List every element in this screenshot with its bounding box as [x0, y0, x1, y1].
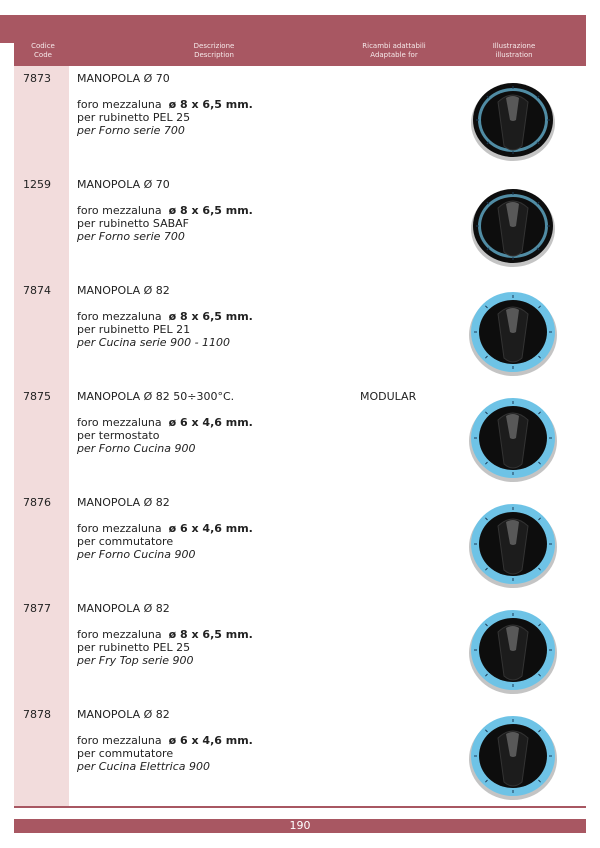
header-adaptable-it: Ricambi adattabili [362, 42, 426, 50]
product-code: 7876 [23, 496, 51, 509]
series-text: per Cucina serie 900 - 1100 [77, 336, 231, 349]
series-text: per Forno Cucina 900 [77, 442, 196, 455]
header-code-it: Codice [31, 42, 55, 50]
hole-size: ø 8 x 6,5 mm. [168, 310, 253, 323]
knob-image [464, 710, 562, 802]
product-description [77, 602, 377, 667]
hole-size: ø 8 x 6,5 mm. [168, 204, 253, 217]
product-description [77, 496, 377, 561]
hole-size: ø 8 x 6,5 mm. [168, 628, 253, 641]
top-banner [0, 15, 586, 43]
product-title: MANOPOLA Ø 82 [77, 602, 170, 615]
part-text: per rubinetto PEL 25 [77, 641, 191, 654]
hole-line [77, 522, 377, 535]
hole-label: foro mezzaluna [77, 204, 162, 217]
product-row [14, 490, 586, 595]
hole-line [77, 734, 377, 747]
knob-image [464, 286, 562, 378]
hole-line [77, 204, 377, 217]
hole-label: foro mezzaluna [77, 734, 162, 747]
hole-label: foro mezzaluna [77, 416, 162, 429]
product-title: MANOPOLA Ø 82 [77, 496, 170, 509]
product-title: MANOPOLA Ø 82 50÷300°C. [77, 390, 235, 403]
product-title: MANOPOLA Ø 82 [77, 284, 170, 297]
hole-line [77, 310, 377, 323]
part-text: per rubinetto PEL 25 [77, 111, 191, 124]
product-row [14, 384, 586, 489]
product-code: 7873 [23, 72, 51, 85]
page-number: 190 [289, 819, 311, 832]
hole-size: ø 6 x 4,6 mm. [168, 416, 253, 429]
product-title: MANOPOLA Ø 70 [77, 72, 170, 85]
part-text: per termostato [77, 429, 160, 442]
product-row [14, 702, 586, 807]
table-header [14, 40, 586, 66]
product-row [14, 596, 586, 701]
part-text: per rubinetto SABAF [77, 217, 190, 230]
series-text: per Fry Top serie 900 [77, 654, 194, 667]
header-adaptable [344, 42, 444, 60]
product-description [77, 72, 377, 137]
hole-line [77, 628, 377, 641]
hole-label: foro mezzaluna [77, 628, 162, 641]
hole-line [77, 416, 377, 429]
product-description [77, 178, 377, 243]
product-description [77, 390, 377, 455]
hole-label: foro mezzaluna [77, 310, 162, 323]
product-row [14, 172, 586, 277]
hole-line [77, 98, 377, 111]
header-description-it: Descrizione [193, 42, 235, 50]
product-description [77, 708, 377, 773]
product-code: 7878 [23, 708, 51, 721]
product-code: 7877 [23, 602, 51, 615]
bottom-divider [14, 806, 586, 808]
header-description [164, 42, 264, 60]
part-text: per commutatore [77, 747, 174, 760]
product-title: MANOPOLA Ø 70 [77, 178, 170, 191]
series-text: per Forno serie 700 [77, 124, 185, 137]
header-illustration-en: illustration [495, 51, 533, 59]
series-text: per Forno serie 700 [77, 230, 185, 243]
hole-label: foro mezzaluna [77, 98, 162, 111]
knob-image [464, 180, 562, 272]
knob-image [464, 604, 562, 696]
product-code: 7875 [23, 390, 51, 403]
hole-label: foro mezzaluna [77, 522, 162, 535]
header-code-en: Code [34, 51, 52, 59]
series-text: per Forno Cucina 900 [77, 548, 196, 561]
product-row [14, 278, 586, 383]
adaptable-for: MODULAR [360, 390, 417, 403]
product-code: 7874 [23, 284, 51, 297]
header-adaptable-en: Adaptable for [370, 51, 418, 59]
part-text: per commutatore [77, 535, 174, 548]
header-description-en: Description [194, 51, 234, 59]
header-code [18, 42, 68, 60]
product-row [14, 66, 586, 171]
hole-size: ø 8 x 6,5 mm. [168, 98, 253, 111]
product-title: MANOPOLA Ø 82 [77, 708, 170, 721]
hole-size: ø 6 x 4,6 mm. [168, 734, 253, 747]
part-text: per rubinetto PEL 21 [77, 323, 191, 336]
product-description [77, 284, 377, 349]
series-text: per Cucina Elettrica 900 [77, 760, 210, 773]
header-illustration [469, 42, 559, 60]
knob-image [464, 74, 562, 166]
knob-image [464, 392, 562, 484]
header-illustration-it: Illustrazione [492, 42, 536, 50]
product-code: 1259 [23, 178, 51, 191]
hole-size: ø 6 x 4,6 mm. [168, 522, 253, 535]
knob-image [464, 498, 562, 590]
footer-bar [14, 819, 586, 833]
